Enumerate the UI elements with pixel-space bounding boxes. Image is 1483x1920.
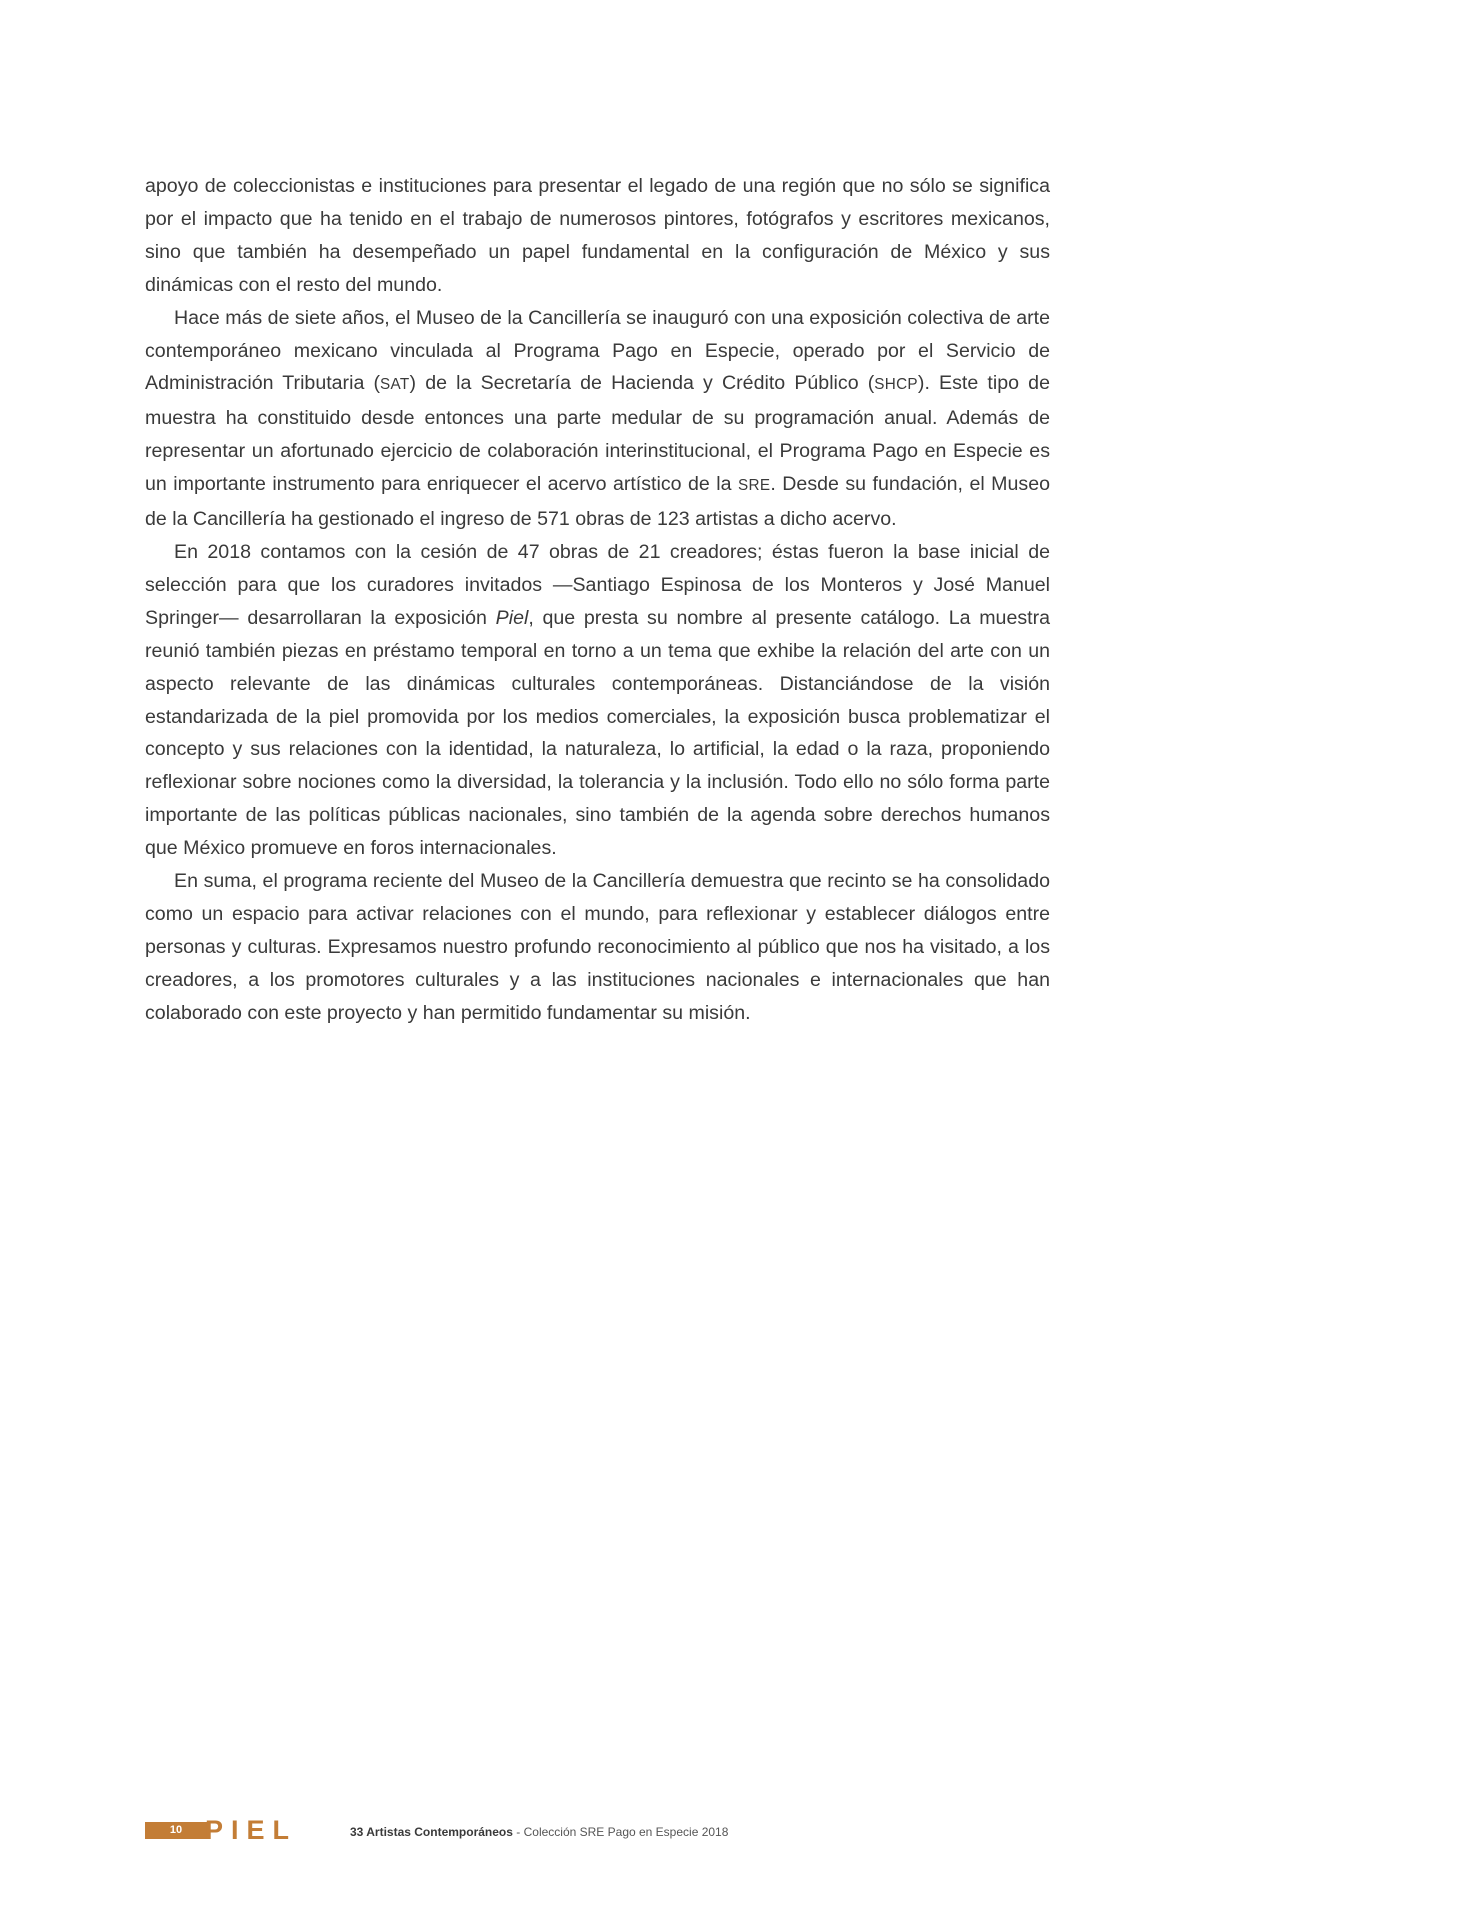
page-body bbox=[145, 170, 1050, 1030]
paragraph-3-text-a: En 2018 contamos con la cesión de 47 obras de 21 creadores; éstas fueron la base inicial de selección para que los curadores invitados —Santiago Espinosa de los Monteros y José Manuel Springer— desarrollaran la exposición bbox=[145, 540, 1050, 629]
exhibition-title: Piel bbox=[495, 606, 529, 629]
page-number: 10 bbox=[145, 1822, 207, 1839]
paragraph-4: En suma, el programa reciente del Museo de la Cancillería demuestra que recinto se ha consolidado como un espacio para activar relaciones con el mundo, para reflexionar y establecer diálogos entre personas y culturas. Expresamos nuestro profundo reconocimiento al público que nos ha visitado, a los creadores, a los promotores culturales y a las instituciones nacionales e internacionales que han colaborado con este proyecto y han permitido fundamentar su misión. bbox=[145, 870, 1050, 1024]
brand-logo: PIEL bbox=[205, 1815, 298, 1845]
acronym-sat: SAT bbox=[380, 376, 410, 394]
footer-caption-subtitle: - Colección SRE Pago en Especie 2018 bbox=[512, 1825, 729, 1839]
paragraph-2-text-c: ). Este tipo de muestra ha constituido desde entonces una parte medular de su programación anual. Además de representar un afortunado ejercicio de colaboración interinstitucional, el Programa Pago en Especie es un importante instrumento para enriquecer el acervo artístico de la bbox=[145, 372, 1050, 496]
paragraph-2-text-b: ) de la Secretaría de Hacienda y Crédito Público ( bbox=[409, 372, 875, 395]
paragraph-2-text-d: . Desde su fundación, el Museo de la Cancillería ha gestionado el ingreso de 571 obras de 123 artistas a dicho acervo. bbox=[145, 473, 1050, 531]
paragraph-3-text-b: , que presta su nombre al presente catálogo. La muestra reunió también piezas en préstamo temporal en torno a un tema que exhibe la relación del arte con un aspecto relevante de las dinámicas culturales contemporáneas. Distanciándose de la visión estandarizada de la piel promovida por los medios comerciales, la exposición busca problematizar el concepto y sus relaciones con la identidad, la naturaleza, lo artificial, la edad o la raza, proponiendo reflexionar sobre nociones como la diversidad, la tolerancia y la inclusión. Todo ello no sólo forma parte importante de las políticas públicas nacionales, sino también de la agenda sobre derechos humanos que México promueve en foros internacionales. bbox=[145, 606, 1051, 860]
paragraph-3 bbox=[145, 536, 1050, 865]
acronym-shcp: SHCP bbox=[874, 376, 918, 394]
paragraph-2-text-a: Hace más de siete años, el Museo de la Cancillería se inauguró con una exposición colectiva de arte contemporáneo mexicano vinculada al Programa Pago en Especie, operado por el Servicio de Administración Tributaria ( bbox=[145, 306, 1050, 395]
footer-caption-title: 33 Artistas Contemporáneos bbox=[350, 1825, 513, 1839]
paragraph-1: apoyo de coleccionistas e instituciones para presentar el legado de una región que no sólo se significa por el impacto que ha tenido en el trabajo de numerosos pintores, fotógrafos y escritores mexicanos, sino que también ha desempeñado un papel fundamental en la configuración de México y sus dinámicas con el resto del mundo. bbox=[145, 175, 1050, 296]
paragraph-2 bbox=[145, 302, 1050, 536]
page-footer bbox=[145, 1815, 1045, 1845]
footer-caption bbox=[350, 1824, 728, 1840]
acronym-sre: SRE bbox=[738, 477, 771, 495]
